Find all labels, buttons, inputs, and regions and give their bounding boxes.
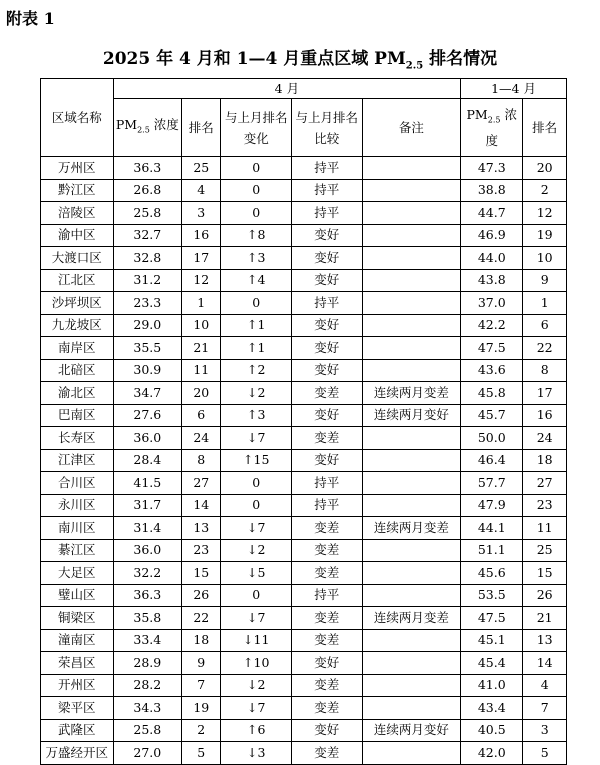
cell-pm25-jan-apr: 43.6 bbox=[461, 359, 523, 382]
cell-rank-jan-apr: 23 bbox=[523, 494, 567, 517]
table-row bbox=[41, 202, 567, 225]
cell-pm25-jan-apr: 46.9 bbox=[461, 224, 523, 247]
cell-remark bbox=[362, 247, 461, 270]
cell-remark bbox=[362, 584, 461, 607]
cell-rank-april: 14 bbox=[182, 494, 221, 517]
header-april: 4 月 bbox=[113, 79, 461, 99]
cell-rank-compare: 变差 bbox=[292, 607, 363, 630]
cell-pm25-april: 26.8 bbox=[113, 179, 181, 202]
cell-remark: 连续两月变差 bbox=[362, 517, 461, 540]
pm25-ranking-table bbox=[40, 78, 567, 765]
cell-rank-change: ↓2 bbox=[221, 382, 292, 405]
cell-rank-april: 1 bbox=[182, 292, 221, 315]
cell-pm25-april: 31.4 bbox=[113, 517, 181, 540]
cell-rank-compare: 持平 bbox=[292, 494, 363, 517]
cell-region: 黔江区 bbox=[41, 179, 114, 202]
table-row bbox=[41, 584, 567, 607]
header-pm-april-suffix: 浓度 bbox=[149, 116, 179, 132]
cell-remark bbox=[362, 314, 461, 337]
cell-region: 江津区 bbox=[41, 449, 114, 472]
cell-rank-april: 22 bbox=[182, 607, 221, 630]
cell-region: 万盛经开区 bbox=[41, 742, 114, 765]
cell-rank-april: 18 bbox=[182, 629, 221, 652]
title-subscript: 2.5 bbox=[405, 60, 424, 72]
table-row bbox=[41, 314, 567, 337]
table-row bbox=[41, 697, 567, 720]
cell-pm25-jan-apr: 53.5 bbox=[461, 584, 523, 607]
cell-region: 沙坪坝区 bbox=[41, 292, 114, 315]
cell-pm25-april: 41.5 bbox=[113, 472, 181, 495]
cell-rank-compare: 变差 bbox=[292, 382, 363, 405]
header-row-top bbox=[41, 79, 567, 99]
cell-pm25-april: 35.8 bbox=[113, 607, 181, 630]
header-row-sub bbox=[41, 99, 567, 157]
cell-rank-april: 19 bbox=[182, 697, 221, 720]
cell-rank-april: 23 bbox=[182, 539, 221, 562]
cell-pm25-april: 36.3 bbox=[113, 157, 181, 180]
header-rank-jan-apr: 排名 bbox=[523, 99, 567, 157]
cell-remark bbox=[362, 359, 461, 382]
cell-rank-april: 26 bbox=[182, 584, 221, 607]
cell-pm25-jan-apr: 41.0 bbox=[461, 674, 523, 697]
cell-pm25-jan-apr: 45.4 bbox=[461, 652, 523, 675]
cell-pm25-jan-apr: 43.4 bbox=[461, 697, 523, 720]
cell-region: 璧山区 bbox=[41, 584, 114, 607]
cell-remark: 连续两月变差 bbox=[362, 382, 461, 405]
cell-rank-april: 8 bbox=[182, 449, 221, 472]
title-suffix: 排名情况 bbox=[423, 49, 498, 69]
cell-remark: 连续两月变差 bbox=[362, 607, 461, 630]
table-row bbox=[41, 382, 567, 405]
table-row bbox=[41, 517, 567, 540]
cell-rank-jan-apr: 3 bbox=[523, 719, 567, 742]
cell-rank-change: ↓7 bbox=[221, 607, 292, 630]
cell-pm25-jan-apr: 51.1 bbox=[461, 539, 523, 562]
cell-rank-change: 0 bbox=[221, 179, 292, 202]
cell-rank-jan-apr: 21 bbox=[523, 607, 567, 630]
cell-rank-jan-apr: 9 bbox=[523, 269, 567, 292]
header-pm-jan-apr-suffix: 浓度 bbox=[485, 106, 517, 149]
cell-region: 渝北区 bbox=[41, 382, 114, 405]
header-pm-april-subscript: 2.5 bbox=[137, 125, 150, 135]
cell-rank-jan-apr: 13 bbox=[523, 629, 567, 652]
header-region: 区域名称 bbox=[41, 79, 114, 157]
cell-pm25-april: 36.3 bbox=[113, 584, 181, 607]
cell-remark bbox=[362, 269, 461, 292]
cell-rank-jan-apr: 4 bbox=[523, 674, 567, 697]
cell-rank-jan-apr: 19 bbox=[523, 224, 567, 247]
cell-pm25-jan-apr: 42.2 bbox=[461, 314, 523, 337]
cell-pm25-jan-apr: 45.1 bbox=[461, 629, 523, 652]
cell-rank-april: 20 bbox=[182, 382, 221, 405]
cell-rank-april: 3 bbox=[182, 202, 221, 225]
cell-rank-compare: 变好 bbox=[292, 719, 363, 742]
cell-remark bbox=[362, 292, 461, 315]
cell-rank-jan-apr: 12 bbox=[523, 202, 567, 225]
cell-pm25-april: 36.0 bbox=[113, 539, 181, 562]
cell-rank-april: 16 bbox=[182, 224, 221, 247]
cell-pm25-jan-apr: 47.3 bbox=[461, 157, 523, 180]
cell-rank-change: ↑2 bbox=[221, 359, 292, 382]
cell-rank-jan-apr: 20 bbox=[523, 157, 567, 180]
cell-rank-compare: 变差 bbox=[292, 517, 363, 540]
cell-rank-compare: 变差 bbox=[292, 674, 363, 697]
cell-pm25-april: 32.8 bbox=[113, 247, 181, 270]
cell-rank-compare: 变好 bbox=[292, 404, 363, 427]
table-body bbox=[41, 157, 567, 765]
header-pm-april bbox=[113, 99, 181, 157]
cell-pm25-jan-apr: 45.7 bbox=[461, 404, 523, 427]
appendix-label: 附表 1 bbox=[6, 9, 55, 28]
cell-remark bbox=[362, 539, 461, 562]
cell-rank-change: ↓2 bbox=[221, 539, 292, 562]
cell-region: 武隆区 bbox=[41, 719, 114, 742]
header-rank-april: 排名 bbox=[182, 99, 221, 157]
cell-region: 北碚区 bbox=[41, 359, 114, 382]
cell-pm25-april: 27.6 bbox=[113, 404, 181, 427]
table-row bbox=[41, 224, 567, 247]
cell-rank-april: 11 bbox=[182, 359, 221, 382]
cell-rank-jan-apr: 15 bbox=[523, 562, 567, 585]
cell-region: 梁平区 bbox=[41, 697, 114, 720]
table-row bbox=[41, 157, 567, 180]
cell-remark bbox=[362, 224, 461, 247]
cell-remark bbox=[362, 562, 461, 585]
cell-region: 江北区 bbox=[41, 269, 114, 292]
cell-rank-change: ↓7 bbox=[221, 697, 292, 720]
cell-rank-compare: 变好 bbox=[292, 449, 363, 472]
cell-rank-jan-apr: 25 bbox=[523, 539, 567, 562]
cell-rank-compare: 变好 bbox=[292, 314, 363, 337]
cell-pm25-april: 34.3 bbox=[113, 697, 181, 720]
cell-rank-change: ↓2 bbox=[221, 674, 292, 697]
table-row bbox=[41, 539, 567, 562]
header-rank-compare: 与上月排名比较 bbox=[292, 99, 363, 157]
cell-remark bbox=[362, 697, 461, 720]
table-row bbox=[41, 404, 567, 427]
cell-rank-compare: 变差 bbox=[292, 539, 363, 562]
cell-rank-change: ↓7 bbox=[221, 517, 292, 540]
cell-pm25-jan-apr: 37.0 bbox=[461, 292, 523, 315]
cell-rank-change: 0 bbox=[221, 202, 292, 225]
cell-pm25-april: 31.7 bbox=[113, 494, 181, 517]
cell-rank-april: 4 bbox=[182, 179, 221, 202]
table-row bbox=[41, 292, 567, 315]
cell-rank-change: 0 bbox=[221, 292, 292, 315]
cell-pm25-april: 35.5 bbox=[113, 337, 181, 360]
cell-rank-april: 27 bbox=[182, 472, 221, 495]
table-row bbox=[41, 359, 567, 382]
cell-rank-change: ↑15 bbox=[221, 449, 292, 472]
table-row bbox=[41, 562, 567, 585]
cell-region: 綦江区 bbox=[41, 539, 114, 562]
cell-pm25-jan-apr: 47.9 bbox=[461, 494, 523, 517]
cell-rank-jan-apr: 24 bbox=[523, 427, 567, 450]
table-row bbox=[41, 179, 567, 202]
cell-pm25-jan-apr: 57.7 bbox=[461, 472, 523, 495]
cell-remark bbox=[362, 449, 461, 472]
cell-rank-compare: 持平 bbox=[292, 179, 363, 202]
cell-region: 永川区 bbox=[41, 494, 114, 517]
cell-region: 合川区 bbox=[41, 472, 114, 495]
cell-region: 万州区 bbox=[41, 157, 114, 180]
cell-pm25-april: 33.4 bbox=[113, 629, 181, 652]
cell-pm25-april: 28.9 bbox=[113, 652, 181, 675]
cell-rank-april: 25 bbox=[182, 157, 221, 180]
cell-rank-change: ↓11 bbox=[221, 629, 292, 652]
cell-rank-april: 10 bbox=[182, 314, 221, 337]
cell-rank-compare: 持平 bbox=[292, 202, 363, 225]
cell-pm25-april: 25.8 bbox=[113, 719, 181, 742]
cell-rank-change: ↑4 bbox=[221, 269, 292, 292]
cell-rank-april: 17 bbox=[182, 247, 221, 270]
header-remark: 备注 bbox=[362, 99, 461, 157]
cell-region: 巴南区 bbox=[41, 404, 114, 427]
cell-pm25-jan-apr: 47.5 bbox=[461, 337, 523, 360]
cell-rank-compare: 持平 bbox=[292, 157, 363, 180]
cell-rank-april: 24 bbox=[182, 427, 221, 450]
cell-rank-change: ↑1 bbox=[221, 314, 292, 337]
header-jan-apr: 1—4 月 bbox=[461, 79, 567, 99]
cell-rank-compare: 变好 bbox=[292, 224, 363, 247]
table-row bbox=[41, 247, 567, 270]
cell-remark bbox=[362, 202, 461, 225]
cell-remark bbox=[362, 179, 461, 202]
cell-rank-change: ↑3 bbox=[221, 247, 292, 270]
cell-pm25-jan-apr: 50.0 bbox=[461, 427, 523, 450]
cell-rank-jan-apr: 5 bbox=[523, 742, 567, 765]
cell-rank-change: ↑3 bbox=[221, 404, 292, 427]
cell-rank-compare: 变差 bbox=[292, 742, 363, 765]
table-row bbox=[41, 629, 567, 652]
cell-rank-jan-apr: 1 bbox=[523, 292, 567, 315]
cell-remark bbox=[362, 652, 461, 675]
header-rank-change: 与上月排名变化 bbox=[221, 99, 292, 157]
cell-region: 潼南区 bbox=[41, 629, 114, 652]
cell-pm25-jan-apr: 46.4 bbox=[461, 449, 523, 472]
cell-rank-jan-apr: 10 bbox=[523, 247, 567, 270]
cell-rank-april: 15 bbox=[182, 562, 221, 585]
cell-rank-jan-apr: 11 bbox=[523, 517, 567, 540]
cell-rank-change: ↑10 bbox=[221, 652, 292, 675]
cell-pm25-jan-apr: 42.0 bbox=[461, 742, 523, 765]
cell-rank-compare: 变差 bbox=[292, 562, 363, 585]
table-row bbox=[41, 449, 567, 472]
table-row bbox=[41, 607, 567, 630]
cell-region: 南岸区 bbox=[41, 337, 114, 360]
cell-pm25-jan-apr: 47.5 bbox=[461, 607, 523, 630]
cell-remark bbox=[362, 337, 461, 360]
cell-rank-change: ↑8 bbox=[221, 224, 292, 247]
table-row bbox=[41, 269, 567, 292]
cell-pm25-april: 31.2 bbox=[113, 269, 181, 292]
cell-pm25-april: 28.2 bbox=[113, 674, 181, 697]
cell-rank-compare: 变好 bbox=[292, 359, 363, 382]
cell-rank-jan-apr: 18 bbox=[523, 449, 567, 472]
cell-rank-compare: 变好 bbox=[292, 652, 363, 675]
cell-pm25-jan-apr: 38.8 bbox=[461, 179, 523, 202]
table-row bbox=[41, 427, 567, 450]
cell-rank-april: 13 bbox=[182, 517, 221, 540]
cell-rank-compare: 变差 bbox=[292, 697, 363, 720]
cell-remark bbox=[362, 674, 461, 697]
table-row bbox=[41, 652, 567, 675]
cell-rank-jan-apr: 2 bbox=[523, 179, 567, 202]
cell-rank-compare: 变差 bbox=[292, 629, 363, 652]
cell-remark: 连续两月变好 bbox=[362, 404, 461, 427]
document-title bbox=[0, 44, 600, 71]
cell-region: 大渡口区 bbox=[41, 247, 114, 270]
cell-rank-jan-apr: 26 bbox=[523, 584, 567, 607]
cell-rank-jan-apr: 7 bbox=[523, 697, 567, 720]
cell-region: 长寿区 bbox=[41, 427, 114, 450]
cell-pm25-jan-apr: 44.7 bbox=[461, 202, 523, 225]
cell-pm25-jan-apr: 45.8 bbox=[461, 382, 523, 405]
cell-pm25-april: 25.8 bbox=[113, 202, 181, 225]
cell-pm25-april: 27.0 bbox=[113, 742, 181, 765]
cell-rank-change: ↑1 bbox=[221, 337, 292, 360]
cell-rank-compare: 变好 bbox=[292, 247, 363, 270]
cell-region: 渝中区 bbox=[41, 224, 114, 247]
cell-rank-compare: 持平 bbox=[292, 584, 363, 607]
table-row bbox=[41, 674, 567, 697]
cell-remark: 连续两月变好 bbox=[362, 719, 461, 742]
cell-rank-jan-apr: 17 bbox=[523, 382, 567, 405]
cell-rank-compare: 变差 bbox=[292, 427, 363, 450]
cell-pm25-april: 29.0 bbox=[113, 314, 181, 337]
cell-pm25-april: 30.9 bbox=[113, 359, 181, 382]
cell-rank-change: ↓5 bbox=[221, 562, 292, 585]
cell-rank-april: 6 bbox=[182, 404, 221, 427]
cell-remark bbox=[362, 494, 461, 517]
header-pm-jan-apr bbox=[461, 99, 523, 157]
table-row bbox=[41, 719, 567, 742]
cell-rank-change: ↑6 bbox=[221, 719, 292, 742]
cell-pm25-jan-apr: 44.0 bbox=[461, 247, 523, 270]
cell-rank-jan-apr: 16 bbox=[523, 404, 567, 427]
cell-rank-jan-apr: 14 bbox=[523, 652, 567, 675]
cell-rank-compare: 变好 bbox=[292, 337, 363, 360]
cell-region: 涪陵区 bbox=[41, 202, 114, 225]
title-prefix: 2025 年 4 月和 1—4 月重点区域 PM bbox=[102, 49, 406, 69]
cell-pm25-april: 36.0 bbox=[113, 427, 181, 450]
cell-region: 开州区 bbox=[41, 674, 114, 697]
cell-remark bbox=[362, 427, 461, 450]
cell-pm25-april: 28.4 bbox=[113, 449, 181, 472]
table-row bbox=[41, 472, 567, 495]
cell-rank-jan-apr: 27 bbox=[523, 472, 567, 495]
cell-pm25-jan-apr: 40.5 bbox=[461, 719, 523, 742]
cell-rank-april: 9 bbox=[182, 652, 221, 675]
cell-remark bbox=[362, 157, 461, 180]
cell-pm25-april: 23.3 bbox=[113, 292, 181, 315]
cell-region: 大足区 bbox=[41, 562, 114, 585]
cell-rank-change: 0 bbox=[221, 584, 292, 607]
cell-rank-april: 2 bbox=[182, 719, 221, 742]
header-pm-jan-apr-subscript: 2.5 bbox=[487, 115, 501, 125]
cell-rank-april: 21 bbox=[182, 337, 221, 360]
cell-pm25-jan-apr: 44.1 bbox=[461, 517, 523, 540]
cell-rank-change: 0 bbox=[221, 472, 292, 495]
cell-rank-compare: 持平 bbox=[292, 472, 363, 495]
table-row bbox=[41, 337, 567, 360]
cell-remark bbox=[362, 472, 461, 495]
cell-rank-april: 12 bbox=[182, 269, 221, 292]
cell-rank-april: 5 bbox=[182, 742, 221, 765]
cell-pm25-jan-apr: 45.6 bbox=[461, 562, 523, 585]
cell-region: 荣昌区 bbox=[41, 652, 114, 675]
cell-rank-compare: 持平 bbox=[292, 292, 363, 315]
cell-rank-jan-apr: 8 bbox=[523, 359, 567, 382]
cell-remark bbox=[362, 629, 461, 652]
cell-rank-april: 7 bbox=[182, 674, 221, 697]
header-pm-april-prefix: PM bbox=[115, 116, 138, 132]
cell-rank-change: ↓7 bbox=[221, 427, 292, 450]
cell-pm25-jan-apr: 43.8 bbox=[461, 269, 523, 292]
cell-rank-compare: 变好 bbox=[292, 269, 363, 292]
header-pm-jan-apr-prefix: PM bbox=[466, 106, 488, 122]
table-row bbox=[41, 494, 567, 517]
cell-pm25-april: 34.7 bbox=[113, 382, 181, 405]
cell-pm25-april: 32.7 bbox=[113, 224, 181, 247]
cell-region: 铜梁区 bbox=[41, 607, 114, 630]
cell-rank-change: 0 bbox=[221, 494, 292, 517]
cell-pm25-april: 32.2 bbox=[113, 562, 181, 585]
cell-region: 南川区 bbox=[41, 517, 114, 540]
cell-rank-change: ↓3 bbox=[221, 742, 292, 765]
cell-rank-change: 0 bbox=[221, 157, 292, 180]
cell-rank-jan-apr: 6 bbox=[523, 314, 567, 337]
cell-rank-jan-apr: 22 bbox=[523, 337, 567, 360]
cell-region: 九龙坡区 bbox=[41, 314, 114, 337]
